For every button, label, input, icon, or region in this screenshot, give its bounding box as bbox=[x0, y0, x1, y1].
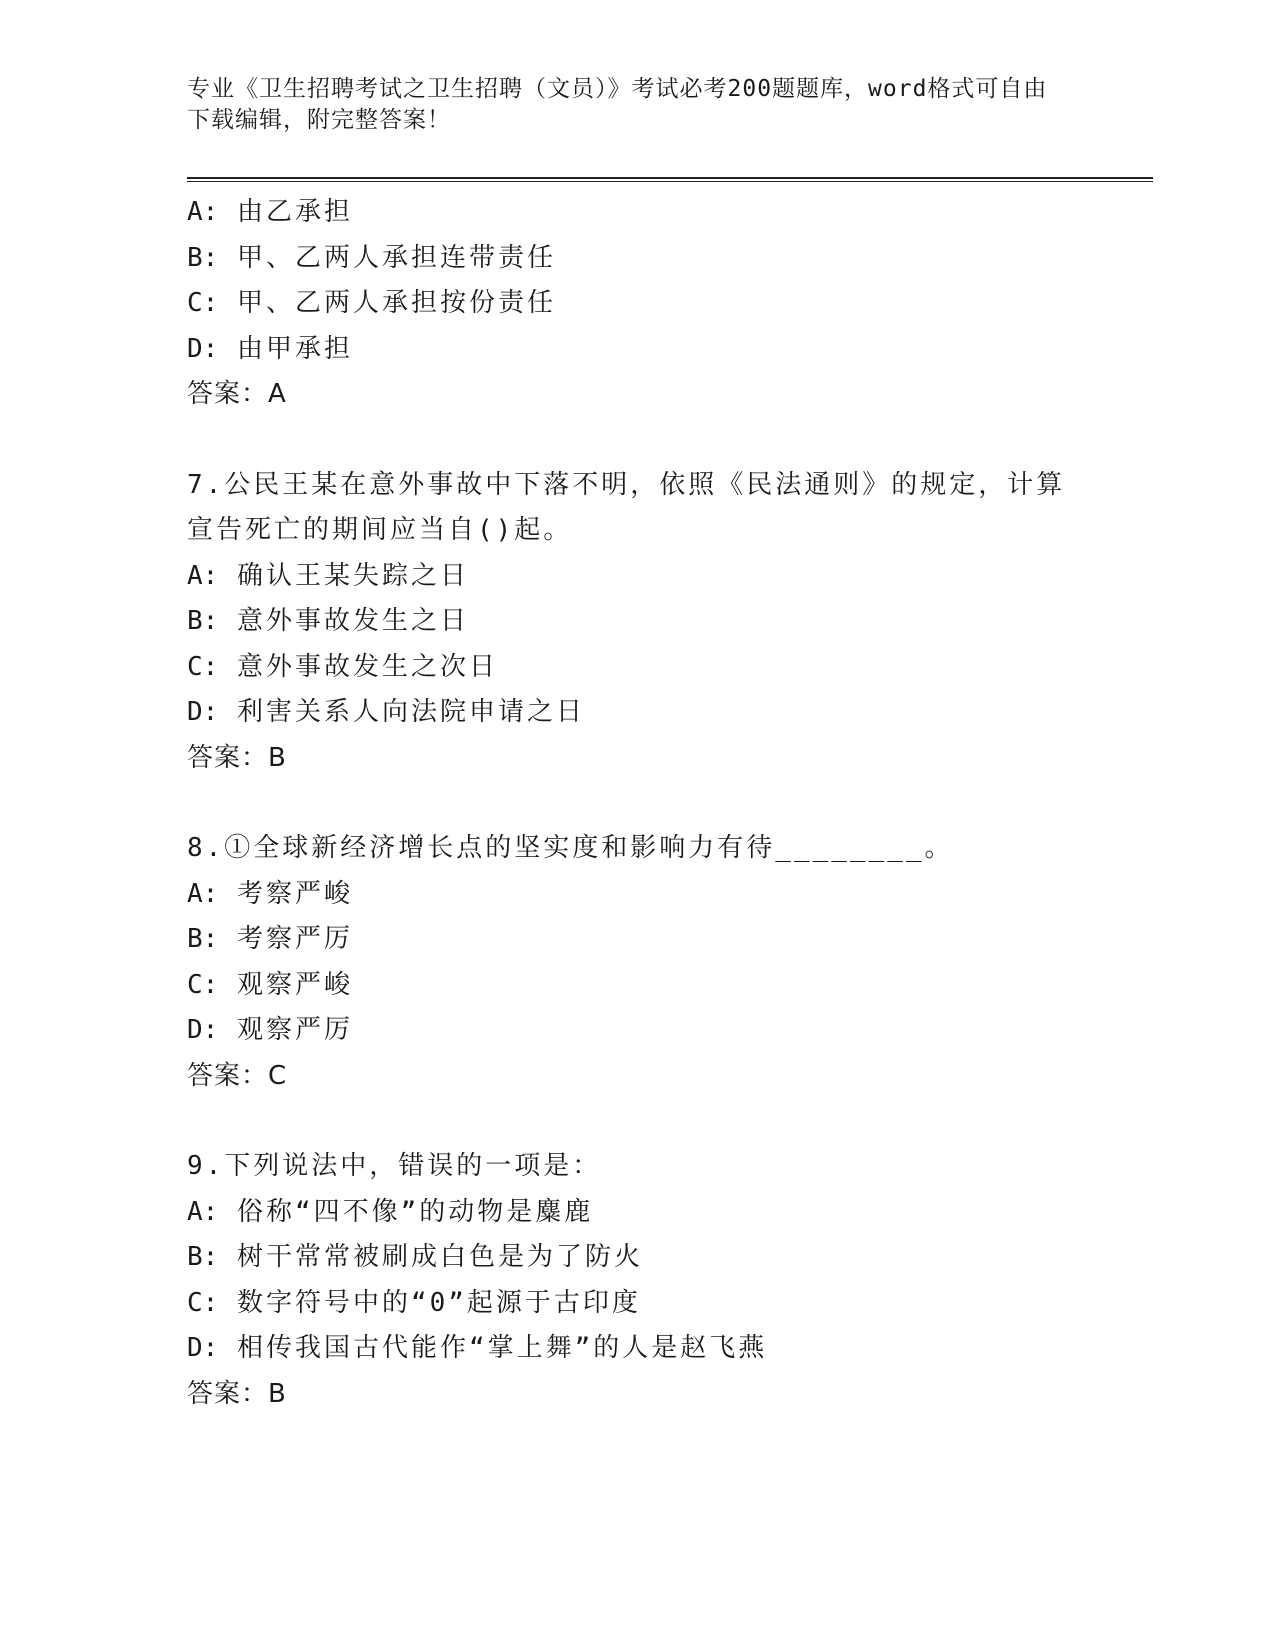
document-header-title: 专业《卫生招聘考试之卫生招聘（文员）》考试必考200题题库，word格式可自由下载编辑，附完整答案！ bbox=[187, 76, 1048, 133]
option-text: 观察严厉 bbox=[236, 1015, 353, 1045]
option-text: 考察严厉 bbox=[236, 924, 353, 954]
option-b bbox=[187, 917, 1087, 963]
option-text: 由乙承担 bbox=[236, 197, 353, 227]
question-block bbox=[187, 190, 1087, 418]
option-letter: A: bbox=[187, 560, 219, 591]
option-letter: C: bbox=[187, 1287, 219, 1318]
option-text: 甲、乙两人承担连带责任 bbox=[236, 242, 556, 273]
answer-line: 答案：A bbox=[187, 379, 287, 409]
option-text: 考察严峻 bbox=[236, 878, 353, 909]
option-text: 观察严峻 bbox=[236, 969, 353, 1000]
option-d bbox=[187, 1008, 1087, 1054]
option-c bbox=[187, 963, 1087, 1009]
option-a bbox=[187, 190, 1087, 236]
option-text: 俗称“四不像”的动物是麋鹿 bbox=[236, 1196, 594, 1227]
option-d bbox=[187, 327, 1087, 373]
option-a bbox=[187, 1190, 1087, 1236]
spacer bbox=[187, 418, 1087, 463]
option-letter: B: bbox=[187, 1242, 219, 1272]
option-d bbox=[187, 690, 1087, 736]
question-list bbox=[187, 190, 1087, 1417]
option-letter: B: bbox=[187, 242, 219, 273]
option-letter: D: bbox=[187, 697, 219, 727]
question-block bbox=[187, 1144, 1087, 1417]
option-text: 意外事故发生之日 bbox=[236, 606, 469, 636]
question-block bbox=[187, 826, 1087, 1099]
option-letter: C: bbox=[187, 651, 219, 682]
option-text: 树干常常被刷成白色是为了防火 bbox=[236, 1242, 643, 1272]
answer-line: 答案：B bbox=[187, 1378, 287, 1409]
option-letter: C: bbox=[187, 969, 219, 1000]
option-letter: D: bbox=[187, 333, 219, 364]
option-c bbox=[187, 645, 1087, 691]
option-b bbox=[187, 1235, 1087, 1281]
option-text: 甲、乙两人承担按份责任 bbox=[236, 288, 556, 318]
option-text: 数字符号中的“0”起源于古印度 bbox=[236, 1287, 641, 1318]
option-text: 由甲承担 bbox=[236, 333, 353, 364]
spacer bbox=[187, 781, 1087, 826]
question-stem: 9.下列说法中，错误的一项是： bbox=[187, 1151, 602, 1181]
option-a bbox=[187, 872, 1087, 918]
option-a bbox=[187, 554, 1087, 600]
option-letter: D: bbox=[187, 1015, 219, 1045]
answer-line: 答案：C bbox=[187, 1060, 288, 1091]
option-letter: D: bbox=[187, 1333, 219, 1363]
question-block bbox=[187, 463, 1087, 782]
question-stem: 7.公民王某在意外事故中下落不明，依照《民法通则》的规定，计算宣告死亡的期间应当自()起。 bbox=[187, 469, 1066, 545]
answer-line: 答案：B bbox=[187, 742, 287, 773]
option-c bbox=[187, 281, 1087, 327]
option-b bbox=[187, 236, 1087, 282]
option-c bbox=[187, 1281, 1087, 1327]
option-letter: C: bbox=[187, 288, 219, 318]
option-letter: A: bbox=[187, 1196, 219, 1227]
question-stem: 8.①全球新经济增长点的坚实度和影响力有待________。 bbox=[187, 833, 954, 863]
option-letter: B: bbox=[187, 606, 219, 636]
option-text: 利害关系人向法院申请之日 bbox=[236, 697, 585, 727]
option-text: 意外事故发生之次日 bbox=[236, 651, 498, 682]
option-letter: A: bbox=[187, 878, 219, 909]
option-letter: B: bbox=[187, 924, 219, 954]
spacer bbox=[187, 1099, 1087, 1144]
option-letter: A: bbox=[187, 197, 219, 227]
header-divider bbox=[187, 177, 1153, 182]
option-text: 相传我国古代能作“掌上舞”的人是赵飞燕 bbox=[236, 1333, 768, 1363]
option-d bbox=[187, 1326, 1087, 1372]
option-b bbox=[187, 599, 1087, 645]
option-text: 确认王某失踪之日 bbox=[236, 560, 469, 591]
